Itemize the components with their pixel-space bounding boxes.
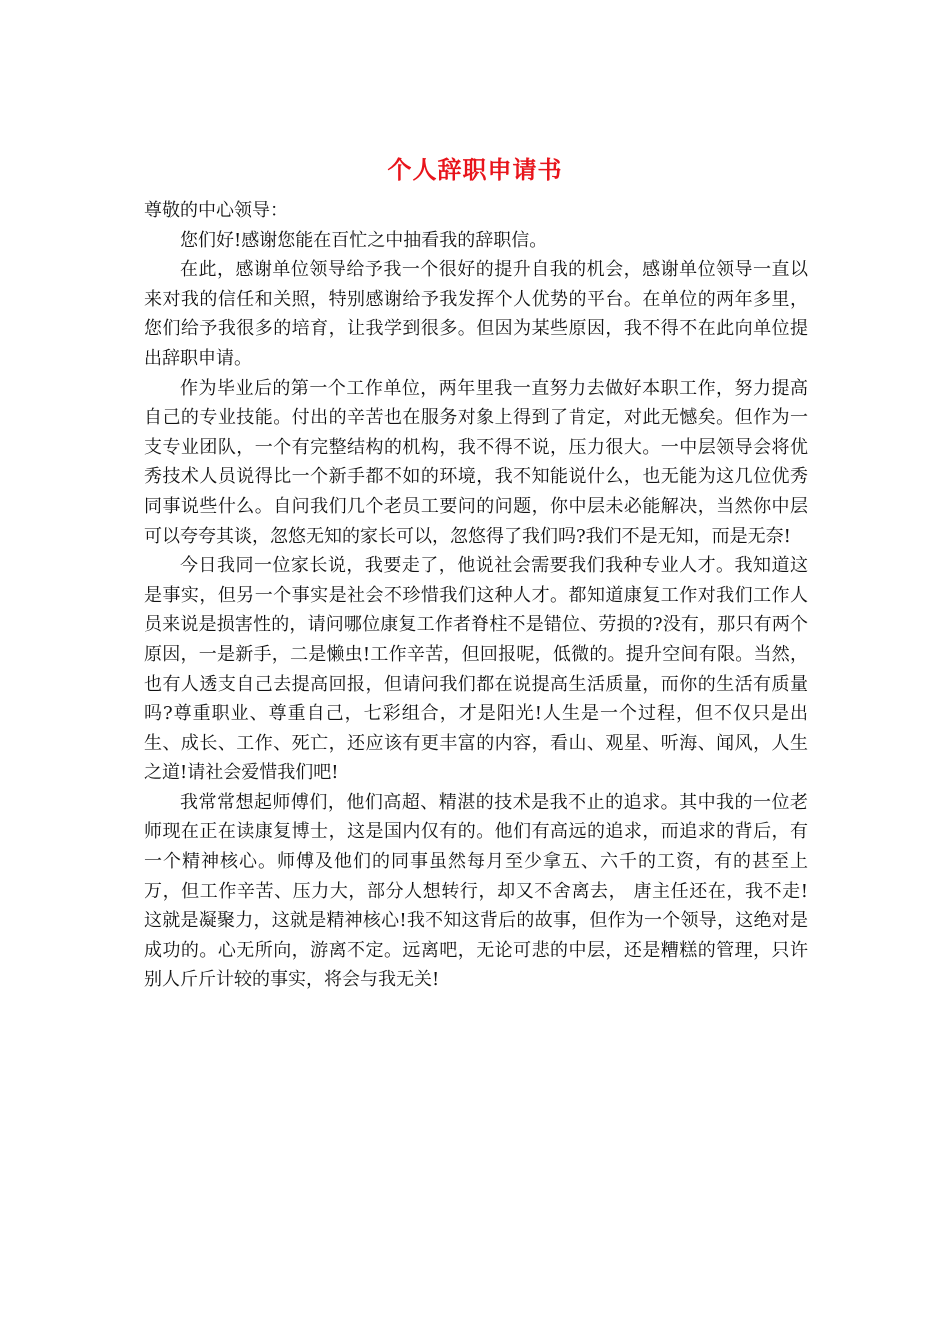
- paragraph-mentors: 我常常想起师傅们，他们高超、精湛的技术是我不止的追求。其中我的一位老师现在正在读康复博士，这是国内仅有的。他们有高远的追求，而追求的背后，有一个精神核心。师傅及他们的同事虽然每月至少拿五、六千的工资，有的甚至上万，但工作辛苦、压力大，部分人想转行，却又不舍离去， 唐主任还在，我不走! 这就是凝聚力，这就是精神核心!我不知这背后的故事，但作为一个领导，这绝对是成功的。心无所向，游离不定。远离吧，无论可悲的中层，还是糟糕的管理，只许别人斤斤计较的事实，将会与我无关!: [144, 791, 808, 991]
- paragraph-thanks: 在此，感谢单位领导给予我一个很好的提升自我的机会，感谢单位领导一直以来对我的信任和关照，特别感谢给予我发挥个人优势的平台。在单位的两年多里，您们给予我很多的培育，让我学到很多。但因为某些原因，我不得不在此向单位提出辞职申请。: [144, 259, 808, 369]
- document-body: [144, 196, 808, 995]
- paragraph-society: 今日我同一位家长说，我要走了，他说社会需要我们我种专业人才。我知道这是事实，但另一个事实是社会不珍惜我们这种人才。都知道康复工作对我们工作人员来说是损害性的，请问哪位康复工作者脊柱不是错位、劳损的?没有，那只有两个原因，一是新手，二是懒虫!工作辛苦，但回报呢，低微的。提升空间有限。当然，也有人透支自己去提高回报，但请问我们都在说提高生活质量，而你的生活有质量吗?尊重职业、尊重自己，七彩组合，才是阳光!人生是一个过程，但不仅只是出生、成长、工作、死亡，还应该有更丰富的内容，看山、观星、听海、闻风，人生之道!请社会爱惜我们吧!: [144, 555, 808, 784]
- document-title: 个人辞职申请书: [387, 155, 563, 184]
- paragraph-greeting: 您们好!感谢您能在百忙之中抽看我的辞职信。: [180, 229, 548, 251]
- salutation: 尊敬的中心领导：: [144, 200, 288, 221]
- paragraph-work-experience: 作为毕业后的第一个工作单位，两年里我一直努力去做好本职工作，努力提高自己的专业技能。付出的辛苦也在服务对象上得到了肯定，对此无憾矣。但作为一支专业团队，一个有完整结构的机构，我不得不说，压力很大。一中层领导会将优秀技术人员说得比一个新手都不如的环境，我不知能说什么，也无能为这几位优秀同事说些什么。自问我们几个老员工要问的问题，你中层未必能解决，当然你中层可以夸夸其谈，忽悠无知的家长可以，忽悠得了我们吗?我们不是无知，而是无奈!: [144, 377, 808, 547]
